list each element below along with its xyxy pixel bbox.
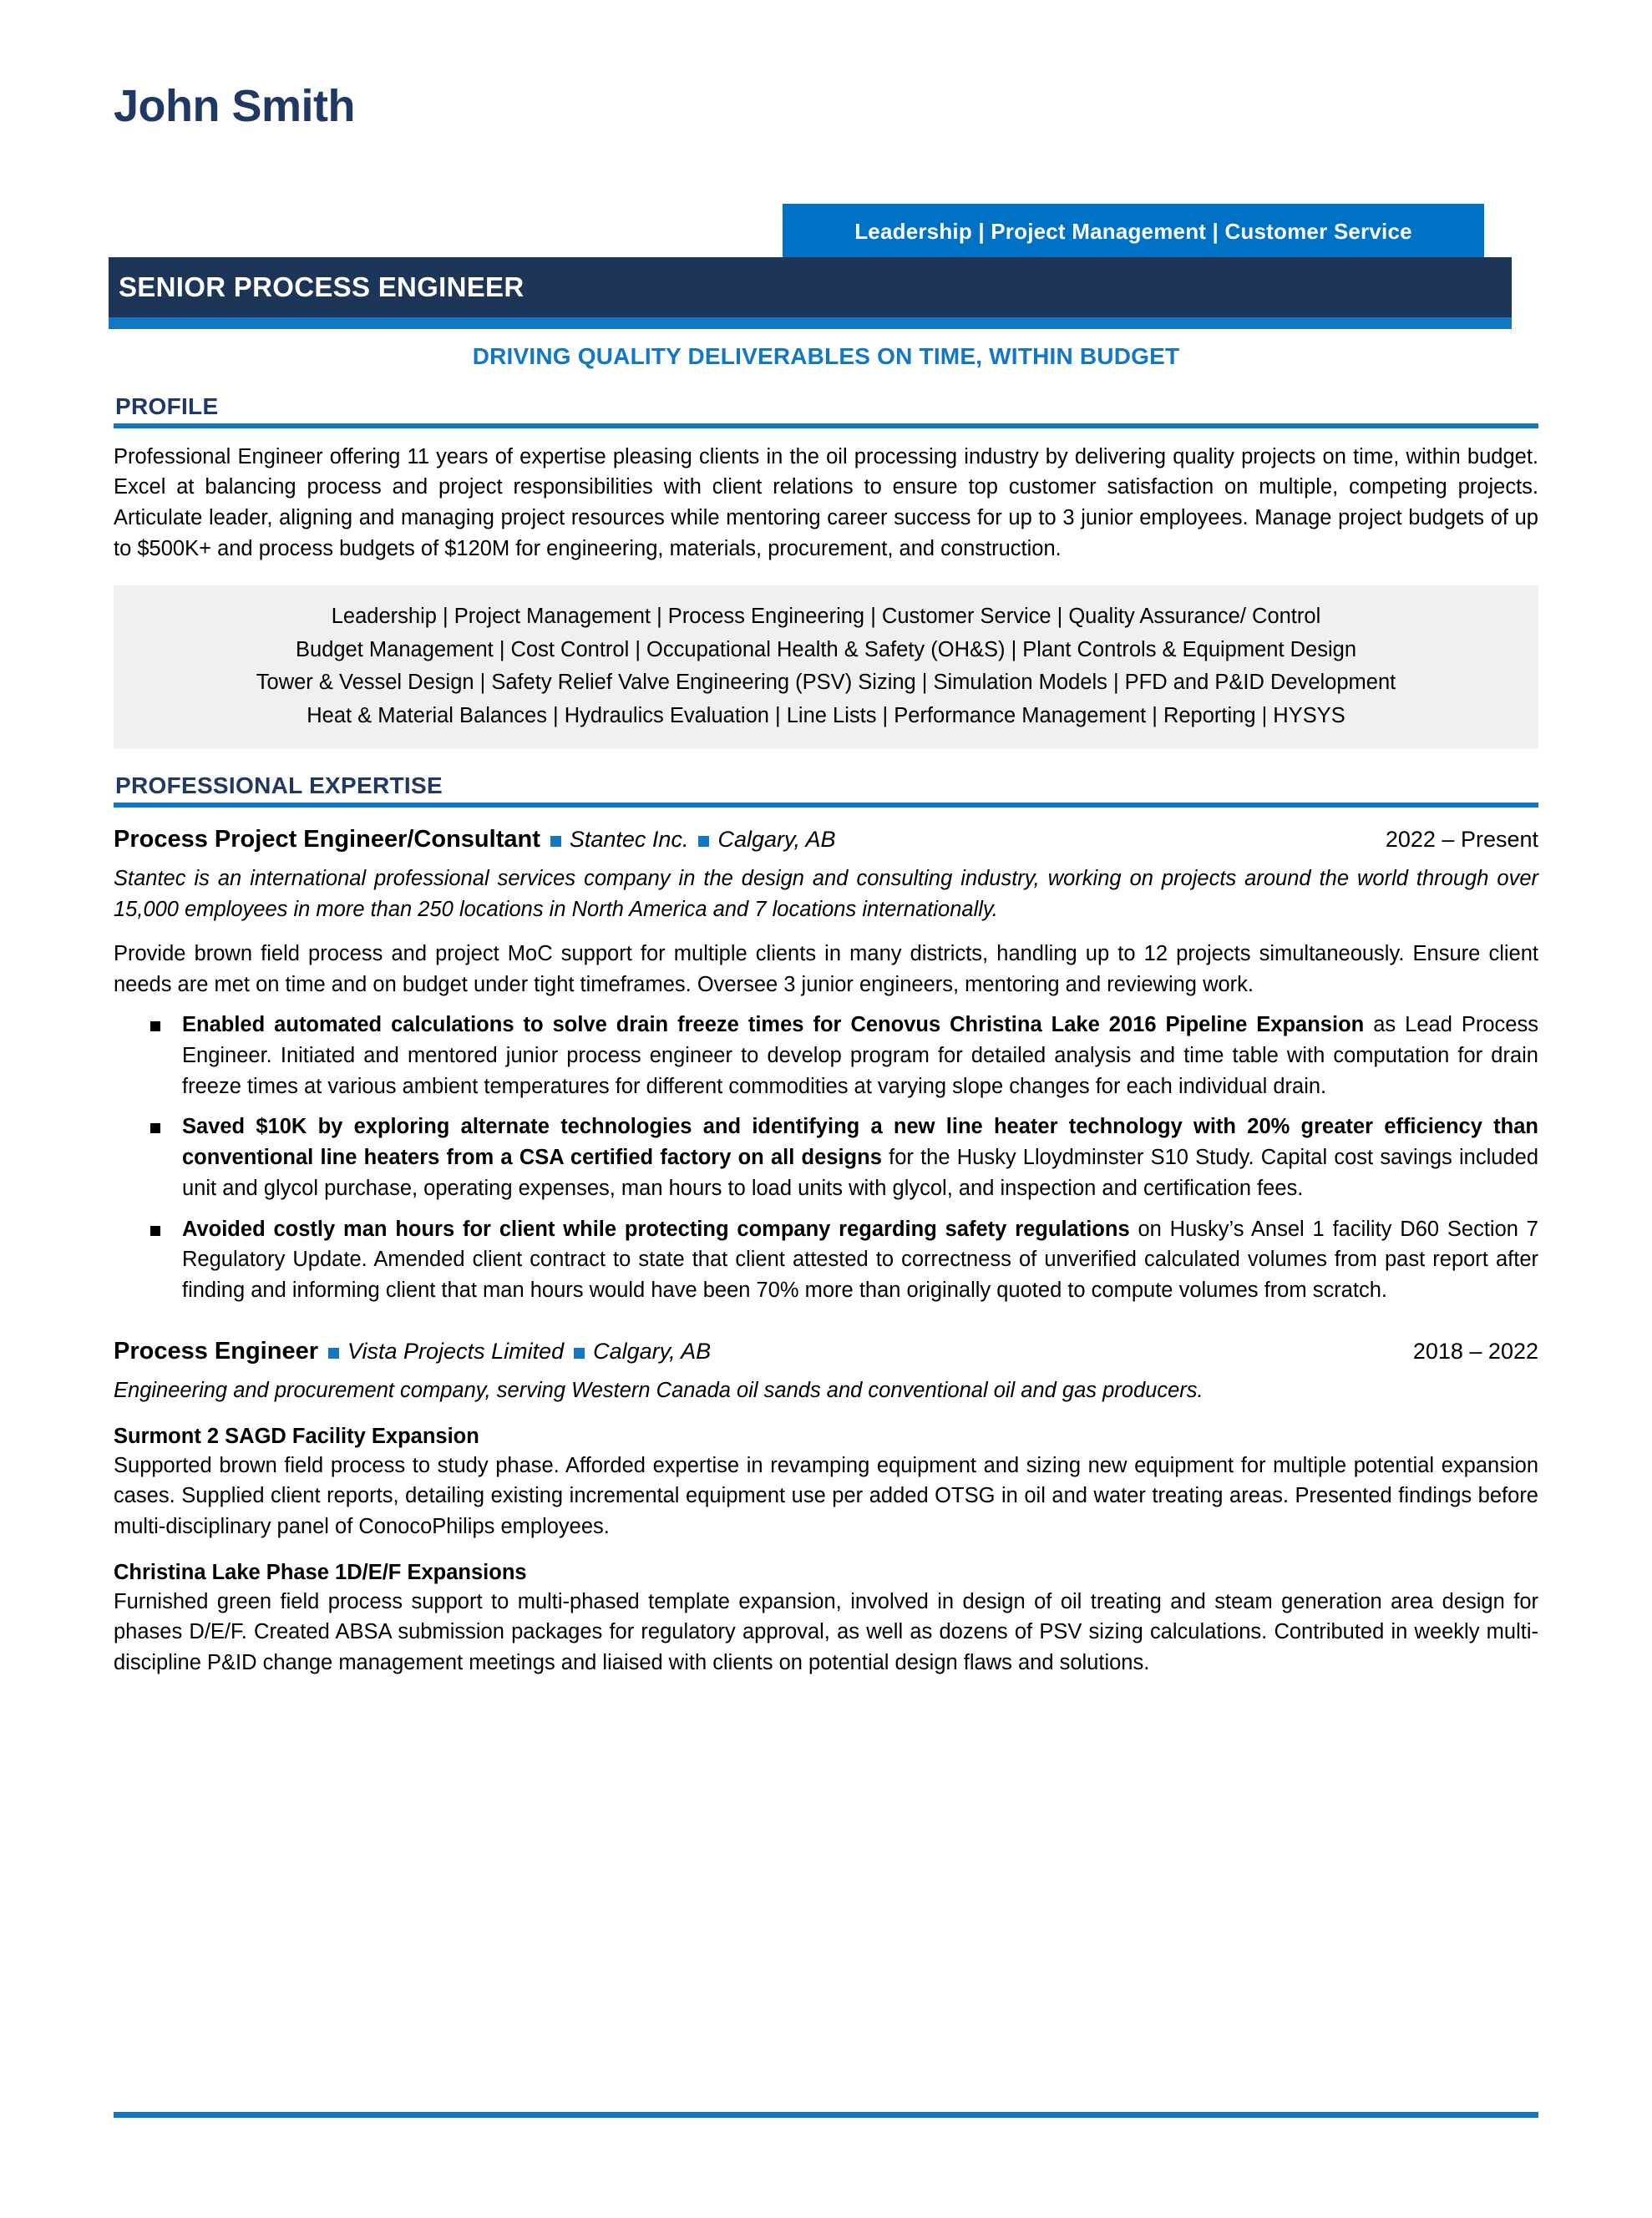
achievement-detail: as Lead Process Engineer. Initiated and mentored junior process engineer to develop program for detailed analysis and time table with computation for drain freeze times at various ambient temperatures for different commodities at varying slope changes for each individual drain. xyxy=(182,1013,1538,1098)
bullet-square-icon xyxy=(150,1226,160,1236)
job-summary-paragraph: Provide brown field process and project MoC support for multiple clients in many districts, handling up to 12 projects simultaneously. Ensure client needs are met on time and on budget under tight timeframes. Oversee 3 junior engineers, mentoring and reviewing work. xyxy=(114,941,1538,996)
profile-paragraph: Professional Engineer offering 11 years of expertise pleasing clients in the oil processing industry by delivering quality projects on time, within budget. Excel at balancing process and project responsibilities with client relations to ensure top customer satisfaction on multiple, competing projects. Articulate leader, aligning and managing project resources while mentoring career success for up to 3 junior employees. Manage project budgets of up to $500K+ and process budgets of $120M for engineering, materials, procurement, and construction. xyxy=(114,444,1538,560)
separator-square-icon xyxy=(574,1348,585,1359)
job-location: Calgary, AB xyxy=(717,827,836,853)
job-company-description: Engineering and procurement company, serving Western Canada oil sands and conventional oil and gas producers. xyxy=(114,1378,1204,1402)
job-title: Process Project Engineer/Consultant xyxy=(114,826,540,853)
project-description: Furnished green field process support to multi-phased template expansion, involved in design of oil treating and steam generation area design for phases D/E/F. Created ABSA submission packages for regulatory approval, as well as dozens of PSV sizing calculations. Contributed in weekly multi-discipline P&ID change management meetings and liaised with clients on potential design flaws and solutions. xyxy=(114,1589,1538,1675)
list-item xyxy=(114,1214,1538,1306)
section-rule xyxy=(114,803,1538,808)
resume-headline: DRIVING QUALITY DELIVERABLES ON TIME, WITHIN BUDGET xyxy=(472,342,1180,369)
list-item xyxy=(114,1010,1538,1101)
competency-row: Tower & Vessel Design | Safety Relief Valve Engineering (PSV) Sizing | Simulation Models | PFD and P&ID Development xyxy=(256,671,1396,695)
job-header xyxy=(114,826,1538,853)
header-accent-rule xyxy=(109,317,1512,329)
competency-row: Budget Management | Cost Control | Occupational Health & Safety (OH&S) | Plant Controls & Equipment Design xyxy=(296,637,1356,661)
job-title: Process Engineer xyxy=(114,1337,318,1365)
job-dates: 2018 – 2022 xyxy=(1412,1338,1538,1364)
job-header-left xyxy=(114,826,1369,853)
bullet-square-icon xyxy=(150,1021,160,1031)
project-description: Supported brown field process to study phase. Afforded expertise in revamping equipment and sizing new equipment for multiple potential expansion cases. Supplied client reports, detailing existing incremental equipment use per added OTSG in oil and water treating areas. Presented findings before multi-disciplinary panel of ConocoPhilips employees. xyxy=(114,1453,1538,1538)
achievement-highlight: Avoided costly man hours for client while protecting company regarding safety regulations xyxy=(182,1217,1130,1241)
candidate-name: John Smith xyxy=(114,81,355,131)
separator-square-icon xyxy=(328,1348,339,1359)
job-entry xyxy=(0,826,1652,1305)
section-title-profile: PROFILE xyxy=(115,392,219,419)
project-title: Surmont 2 SAGD Facility Expansion xyxy=(114,1424,479,1448)
section-header-profile xyxy=(0,393,1652,428)
list-item xyxy=(114,1112,1538,1203)
job-company-description: Stantec is an international professional services company in the design and consulting industry, working on projects around the world through over 15,000 employees in more than 250 locations in North America and 7 locations internationally. xyxy=(114,867,1538,922)
job-dates: 2022 – Present xyxy=(1385,827,1538,853)
job-entry xyxy=(0,1338,1652,1679)
achievement-detail: for the Husky Lloydminster S10 Study. Capital cost savings included unit and glycol purchase, operating expenses, man hours to load units with glycol, and inspection and certification fees. xyxy=(182,1146,1538,1200)
header-tagline-banner xyxy=(783,204,1484,259)
header-job-title-text: SENIOR PROCESS ENGINEER xyxy=(119,271,524,302)
header-job-title-bar xyxy=(109,257,1512,317)
footer-rule xyxy=(114,2112,1538,2118)
resume-header xyxy=(0,80,1652,302)
job-company: Stantec Inc. xyxy=(569,827,689,853)
bullet-square-icon xyxy=(150,1123,160,1133)
competency-row: Heat & Material Balances | Hydraulics Evaluation | Line Lists | Performance Management | Reporting | HYSYS xyxy=(307,703,1345,727)
job-company: Vista Projects Limited xyxy=(347,1338,565,1364)
achievement-detail: on Husky’s Ansel 1 facility D60 Section 7 Regulatory Update. Amended client contract to state that client attested to correctness of unverified calculated volumes from past report after finding and informing client that man hours would have been 70% more than originally quoted to compute volumes from scratch. xyxy=(182,1217,1538,1303)
job-location: Calgary, AB xyxy=(593,1338,712,1364)
job-achievement-list xyxy=(114,1010,1538,1305)
separator-square-icon xyxy=(698,836,709,847)
job-header-left xyxy=(114,1338,1396,1365)
competency-row: Leadership | Project Management | Process Engineering | Customer Service | Quality Assurance/ Control xyxy=(331,605,1321,629)
section-title-expertise: PROFESSIONAL EXPERTISE xyxy=(115,772,443,799)
project-title: Christina Lake Phase 1D/E/F Expansions xyxy=(114,1560,527,1584)
achievement-highlight: Saved $10K by exploring alternate technologies and identifying a new line heater technology with 20% greater efficiency than conventional line heaters from a CSA certified factory on all designs xyxy=(182,1115,1538,1170)
section-rule xyxy=(114,423,1538,428)
resume-page xyxy=(0,80,1652,2218)
header-tagline-text: Leadership | Project Management | Customer Service xyxy=(854,218,1412,244)
section-header-expertise xyxy=(0,772,1652,808)
job-header xyxy=(114,1338,1538,1365)
core-competencies-box xyxy=(114,585,1538,749)
separator-square-icon xyxy=(550,836,561,847)
achievement-highlight: Enabled automated calculations to solve drain freeze times for Cenovus Christina Lake 2016 Pipeline Expansion xyxy=(182,1013,1365,1037)
